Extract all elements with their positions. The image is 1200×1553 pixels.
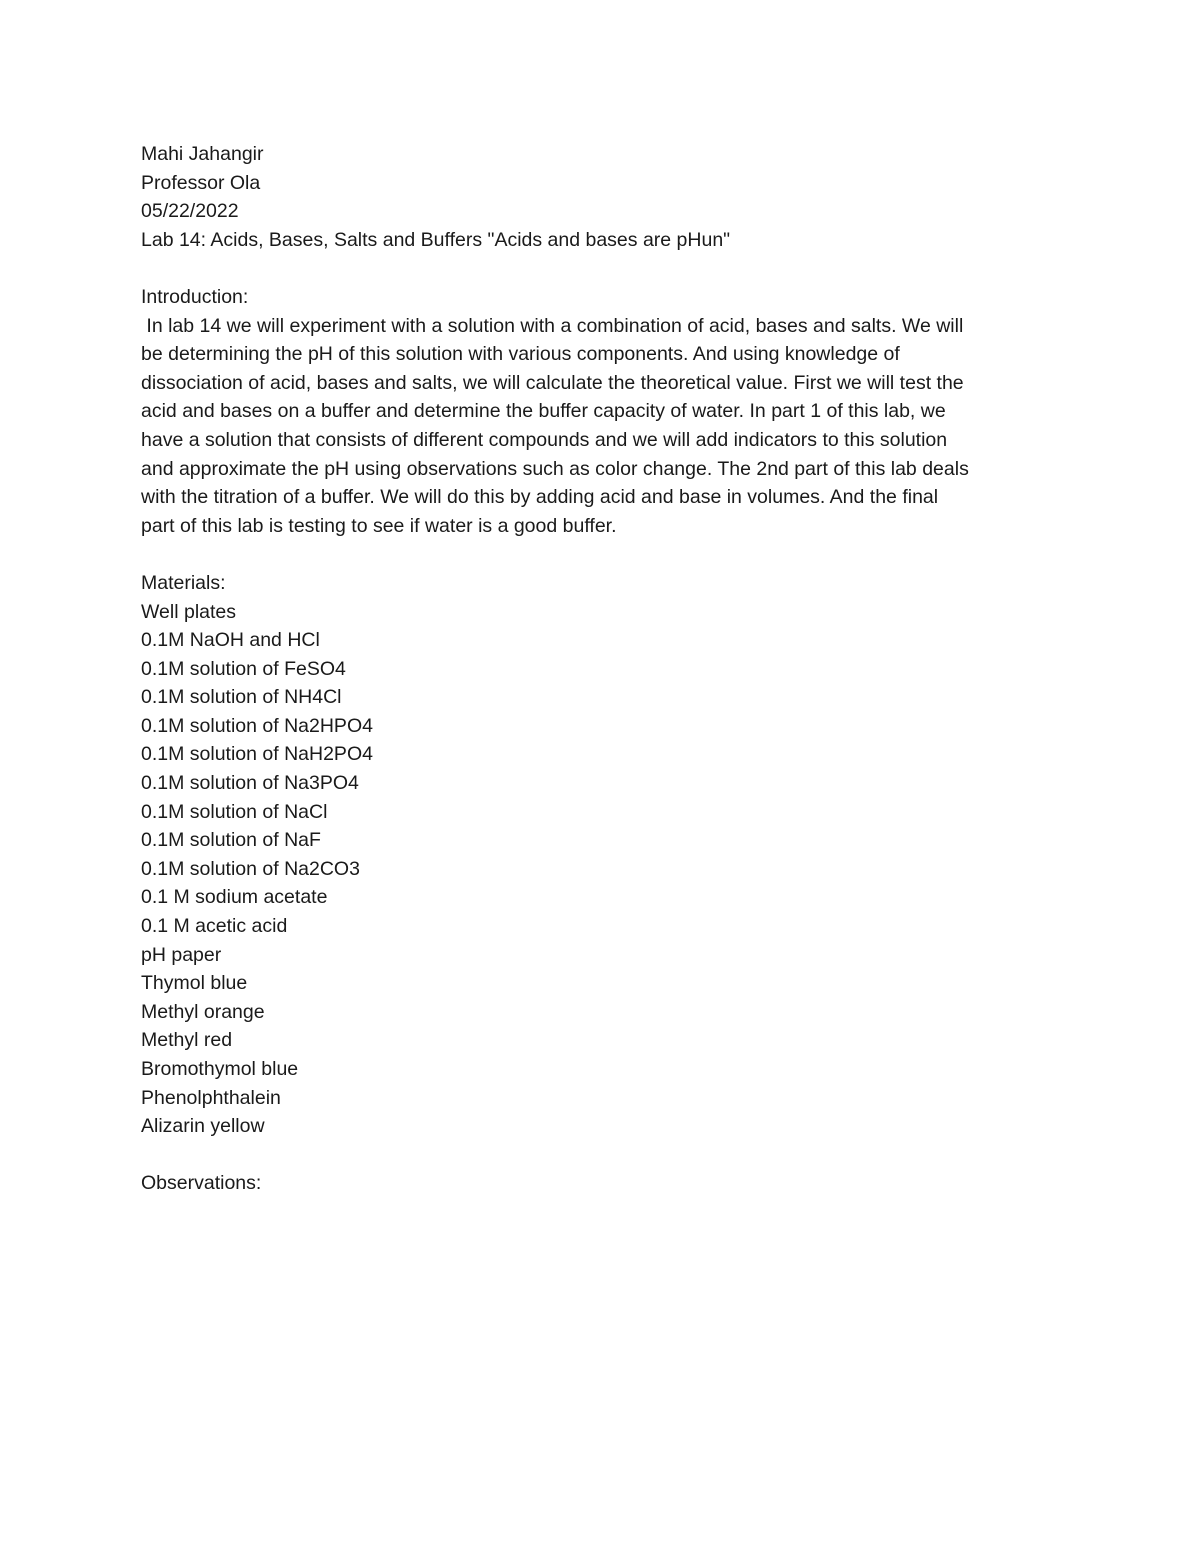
introduction-line: have a solution that consists of different compounds and we will add indicators to this solution xyxy=(141,428,948,451)
report-title: Lab 14: Acids, Bases, Salts and Buffers "Acids and bases are pHun" xyxy=(141,228,731,251)
material-item: 0.1M solution of Na2CO3 xyxy=(141,857,360,880)
material-item: 0.1M solution of Na3PO4 xyxy=(141,772,359,795)
introduction-line: and approximate the pH using observations such as color change. The 2nd part of this lab deals xyxy=(141,457,969,480)
materials-heading: Materials: xyxy=(141,571,226,594)
material-item: Methyl orange xyxy=(141,1000,265,1023)
introduction-line: In lab 14 we will experiment with a solution with a combination of acid, bases and salts. We will xyxy=(141,314,964,337)
material-item: 0.1M solution of FeSO4 xyxy=(141,657,346,680)
author-name: Mahi Jahangir xyxy=(141,143,264,165)
material-item: Phenolphthalein xyxy=(141,1086,281,1109)
material-item: Methyl red xyxy=(141,1029,233,1052)
document-body xyxy=(141,140,1071,1198)
report-date: 05/22/2022 xyxy=(141,200,239,223)
material-item: Well plates xyxy=(141,600,237,623)
introduction-line: acid and bases on a buffer and determine the buffer capacity of water. In part 1 of this lab, we xyxy=(141,400,946,423)
material-item: 0.1 M acetic acid xyxy=(141,915,288,938)
materials-list xyxy=(141,598,1071,1141)
introduction-line: with the titration of a buffer. We will do this by adding acid and base in volumes. And the final xyxy=(141,486,939,509)
spacer xyxy=(141,1141,1071,1170)
material-item: Bromothymol blue xyxy=(141,1058,299,1080)
material-item: 0.1M solution of NaCl xyxy=(141,800,328,823)
material-item: 0.1M solution of NH4Cl xyxy=(141,686,342,709)
observations-heading: Observations: xyxy=(141,1172,262,1195)
introduction-line: be determining the pH of this solution with various components. And using knowledge of xyxy=(141,343,900,366)
material-item: Alizarin yellow xyxy=(141,1115,265,1138)
spacer xyxy=(141,540,1071,569)
introduction-paragraph xyxy=(141,312,1071,541)
material-item: pH paper xyxy=(141,943,222,966)
introduction-line: part of this lab is testing to see if water is a good buffer. xyxy=(141,514,617,537)
introduction-heading: Introduction: xyxy=(141,285,249,308)
spacer xyxy=(141,254,1071,283)
material-item: 0.1M solution of Na2HPO4 xyxy=(141,714,373,737)
material-item: 0.1M solution of NaH2PO4 xyxy=(141,743,373,766)
material-item: 0.1 M sodium acetate xyxy=(141,886,328,909)
material-item: 0.1M solution of NaF xyxy=(141,829,321,852)
professor-name: Professor Ola xyxy=(141,171,261,194)
material-item: Thymol blue xyxy=(141,972,248,995)
material-item: 0.1M NaOH and HCl xyxy=(141,629,320,652)
introduction-line: dissociation of acid, bases and salts, we will calculate the theoretical value. First we will test the xyxy=(141,371,964,394)
